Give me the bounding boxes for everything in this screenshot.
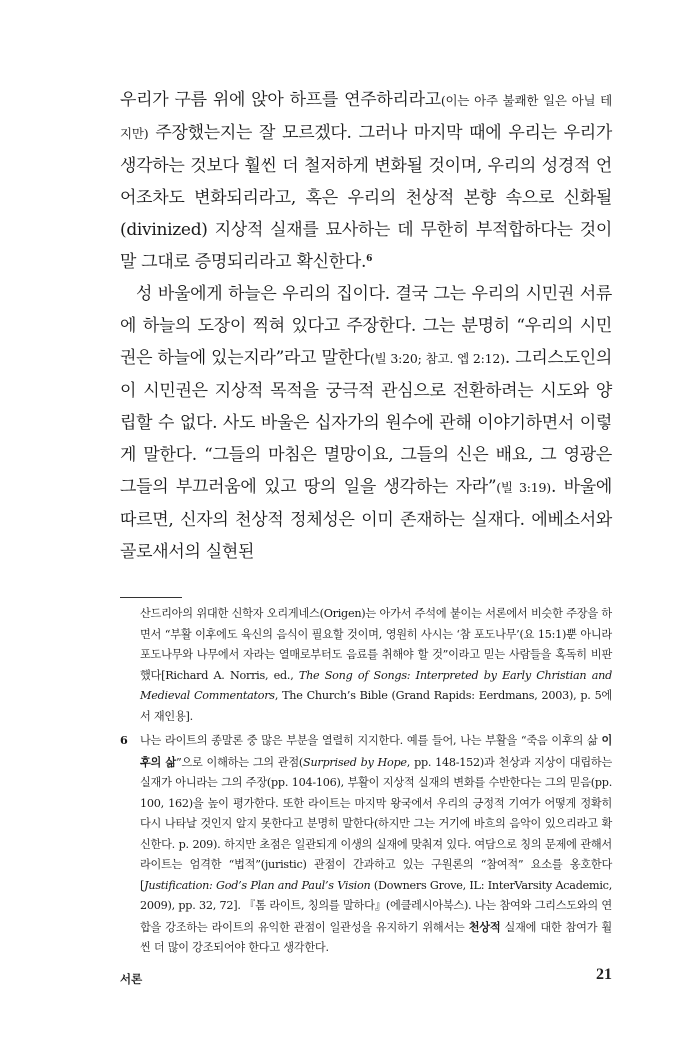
text-run: (Downers Grove, IL: InterVarsity Academic, 2009), pp. 32, 72]. 『톰 라이트, 칭의를 말하다』(에클레시아북스). 나는 참여와 그리스도와의 연합을 강조하는 라이트의 유익한 관점이 일관성을 유지하기 위해서는 — [140, 878, 613, 934]
emphasis-text: 천상적 — [468, 919, 501, 934]
page-number: 21 — [596, 966, 612, 983]
text-run: . 그리스도인의 이 시민권은 지상적 목적을 궁극적 관심으로 전환하려는 시도와 양립할 수 없다. 사도 바울은 십자가의 원수에 관해 이야기하면서 이렇게 말한다. “그들의 마침은 멸망이요, 그들의 신은 배요, 그 영광은 그들의 부끄러움에 있고 땅의 일을 생각하는 자라” — [120, 348, 612, 497]
text-run: 성 바울에게 하늘은 우리의 집이다. 결국 그는 우리의 시민권 서류에 하늘의 도장이 찍혀 있다고 주장한다. 그는 분명히 “우리의 시민권은 하늘에 있는지라”라고 말한다 — [120, 284, 612, 368]
scripture-reference: (빌 3:20; 참고. 엡 2:12) — [369, 351, 505, 366]
text-run: ”으로 이해하는 그의 관점( — [175, 755, 304, 769]
parenthetical-aside: (이는 아주 불쾌한 일은 아닐 테지만) — [120, 93, 613, 141]
text-run: 나는 라이트의 종말론 중 많은 부분을 열렬히 지지한다. 예를 들어, 나는 부활을 “죽음 이후의 삶 — [140, 734, 602, 747]
text-run: , The Church’s Bible (Grand Rapids: Eerdmans, 2003), p. 5에서 재인용]. — [140, 689, 612, 723]
paragraph-1 — [120, 84, 612, 278]
footnote-ref-6[interactable]: 6 — [366, 254, 373, 264]
book-title: The Song of Songs: Interpreted by Early Christian and Medieval Commentators — [140, 668, 612, 702]
text-run: , pp. 148-152)과 천상과 지상이 대립하는 실재가 아니라는 그의 주장(pp. 104-106), 부활이 지상적 실재의 변화를 수반한다는 그의 믿음(pp. 100, 162)을 높이 평가한다. 또한 라이트는 마지막 왕국에서 우리의 긍정적 기여가 어떻게 정확히 다시 나타날 것인지 알지 못한다고 분명히 말한다(하지만 그는 거기에 바흐의 음악이 있으리라고 확신한다. p. 209). 하지만 초점은 일관되게 이생의 실재에 맞춰져 있다. 여담으로 칭의 문제에 관해서 라이트는 엄격한 “법적”(juristic) 관점이 간과하고 있는 구원론의 “참여적” 요소를 옹호한다[ — [140, 755, 613, 892]
footnote-divider — [120, 597, 182, 598]
running-footer-section: 서론 — [120, 972, 143, 986]
main-text — [120, 84, 612, 568]
text-run: 주장했는지는 잘 모르겠다. 그러나 마지막 때에 우리는 우리가 생각하는 것보다 훨씬 더 철저하게 변화될 것이며, 우리의 성경적 언어조차도 변화되리라고, 혹은 우리의 천상적 본향 속으로 신화될(divinized) 지상적 실재를 묘사하는 데 무한히 부적합하다는 것이 말 그대로 증명되리라고 확신한다. — [120, 123, 612, 272]
text-run: . 바울에 따르면, 신자의 천상적 정체성은 이미 존재하는 실재다. 에베소서와 골로새서의 실현된 — [120, 477, 612, 562]
book-title: Justification: God’s Plan and Paul’s Vision — [144, 878, 371, 892]
text-run: 우리가 구름 위에 앉아 하프를 연주하리라고 — [120, 90, 441, 110]
footnote-6 — [120, 730, 612, 959]
paragraph-2 — [120, 278, 612, 568]
text-run: 산드리아의 위대한 신학자 오리게네스(Origen)는 아가서 주석에 붙이는 서론에서 비슷한 주장을 하면서 “부활 이후에도 육신의 음식이 필요할 것이며, 영원히 사시는 ‘참 포도나무’(요 15:1)뿐 아니라 포도나무와 나무에서 자라는 열매로부터도 음료를 취해야 할 것”이라고 믿는 사람들을 혹독히 비판했다[Richard A. Norris, ed., — [140, 607, 612, 682]
scripture-reference: (빌 3:19) — [496, 480, 551, 495]
book-title: Surprised by Hope — [303, 755, 407, 769]
footnote-number: 6 — [120, 733, 128, 747]
footnotes — [120, 604, 612, 959]
emphasis-text: 이후의 삶 — [140, 733, 612, 769]
text-run: 실재에 대한 참여가 훨씬 더 많이 강조되어야 한다고 생각한다. — [140, 920, 612, 954]
footnote-continued — [120, 604, 612, 727]
